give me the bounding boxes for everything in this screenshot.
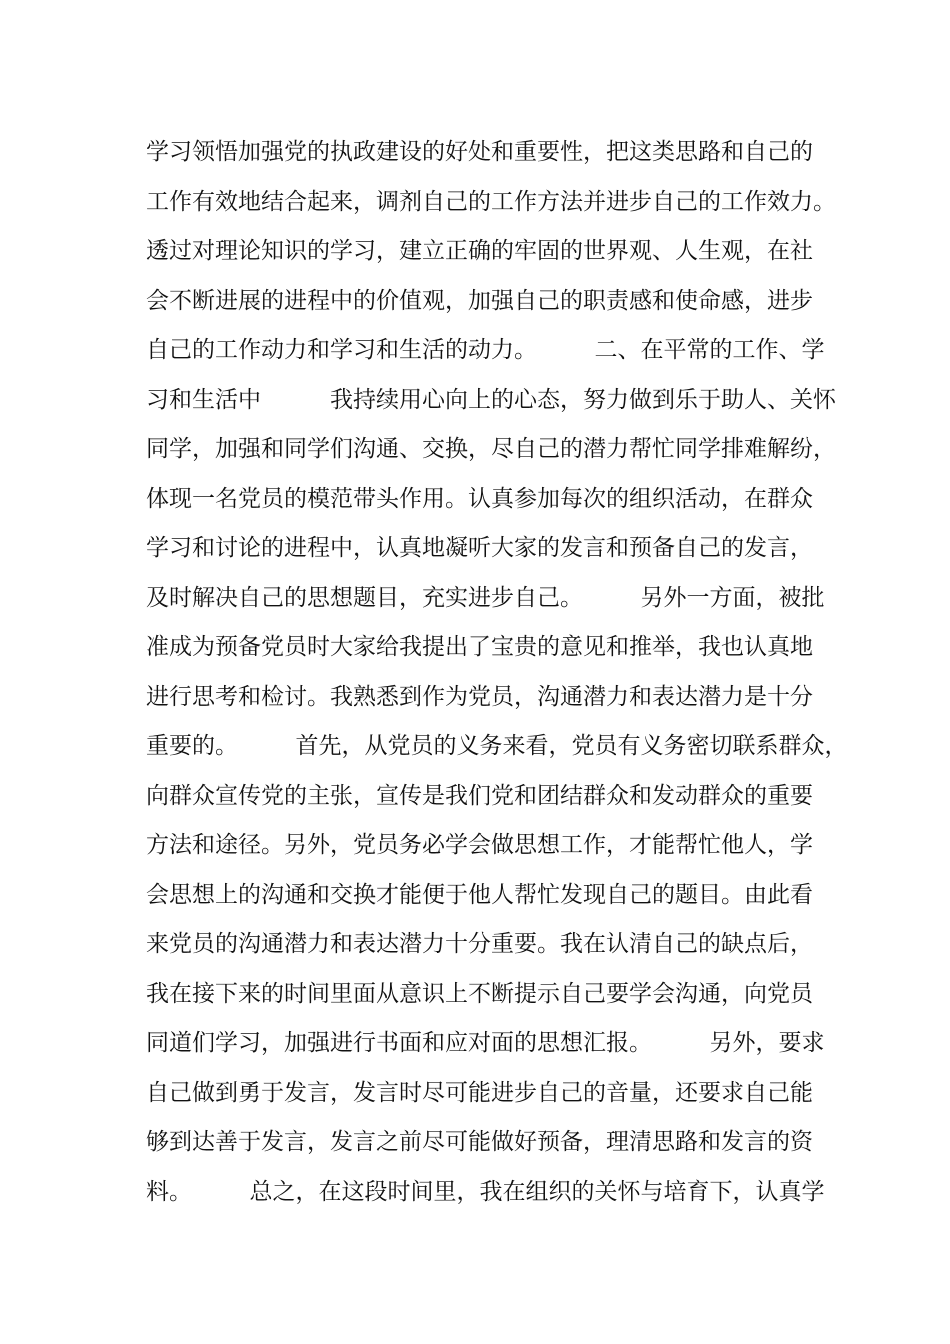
text-line: 自己做到勇于发言，发言时尽可能进步自己的音量，还要求自己能 [146,1079,813,1106]
text-line: 学习和讨论的进程中，认真地凝听大家的发言和预备自己的发言， [146,535,813,561]
text-line: 体现一名党员的模范带头作用。认真参加每次的组织活动，在群众 [146,485,813,512]
text-line: 习和生活中 我持续用心向上的心态，努力做到乐于助人、关怀 [146,386,836,413]
text-line: 自己的工作动力和学习和生活的动力。 二、在平常的工作、学 [146,337,825,363]
text-line: 学习领悟加强党的执政建设的好处和重要性，把这类思路和自己的 [146,139,813,165]
text-line: 进行思考和检讨。我熟悉到作为党员，沟通潜力和表达潜力是十分 [146,683,813,710]
text-line: 够到达善于发言，发言之前尽可能做好预备，理清思路和发言的资 [146,1129,813,1155]
text-line: 准成为预备党员时大家给我提出了宝贵的意见和推举，我也认真地 [146,634,813,660]
text-line: 及时解决自己的思想题目，充实进步自己。 另外一方面，被批 [146,584,825,611]
text-line: 会不断进展的进程中的价值观，加强自己的职责感和使命感，进步 [146,287,813,314]
body-text [146,128,846,1217]
text-line: 重要的。 首先，从党员的义务来看，党员有义务密切联系群众， [146,733,848,759]
text-line: 我在接下来的时间里面从意识上不断提示自己要学会沟通，向党员 [146,980,813,1007]
text-line: 同道们学习，加强进行书面和应对面的思想汇报。 另外，要求 [146,1030,825,1056]
text-line: 工作有效地结合起来，调剂自己的工作方法并进步自己的工作效力。 [146,188,836,215]
text-line: 向群众宣传党的主张，宣传是我们党和团结群众和发动群众的重要 [146,782,813,809]
text-line: 透过对理论知识的学习，建立正确的牢固的世界观、人生观，在社 [146,238,813,264]
text-line: 料。 总之，在这段时间里，我在组织的关怀与培育下，认真学 [146,1178,825,1205]
text-line: 来党员的沟通潜力和表达潜力十分重要。我在认清自己的缺点后， [146,931,813,957]
text-line: 会思想上的沟通和交换才能便于他人帮忙发现自己的题目。由此看 [146,881,813,908]
text-line: 同学，加强和同学们沟通、交换，尽自己的潜力帮忙同学排难解纷， [146,436,836,462]
text-line: 方法和途径。另外，党员务必学会做思想工作，才能帮忙他人，学 [146,832,813,858]
